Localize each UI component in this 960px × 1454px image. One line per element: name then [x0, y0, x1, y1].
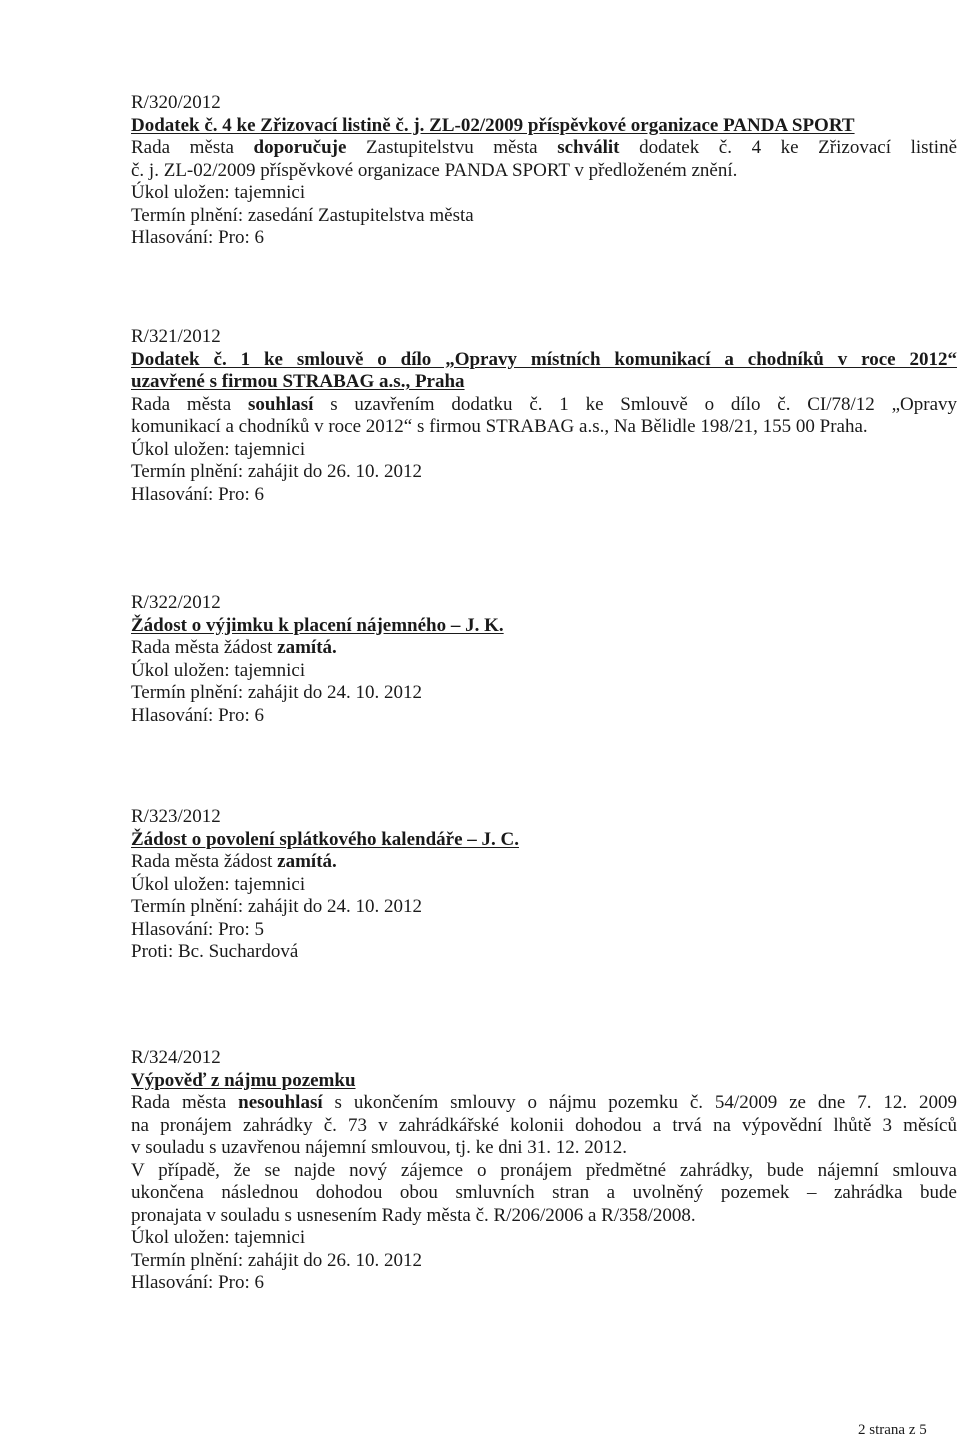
resolution-number: R/321/2012 [131, 326, 221, 347]
resolution-text-line: Rada města doporučuje Zastupitelstvu města schválit dodatek č. 4 ke Zřizovací listině [131, 137, 958, 158]
resolution-text-line: pronajata v souladu s usnesením Rady města č. R/206/2006 a R/358/2008. [131, 1204, 696, 1226]
resolution-text-line: ukončena následnou dohodou obou smluvních stran a uvolněný pozemek – zahrádka bude [131, 1182, 957, 1203]
resolution-text-line: Rada města žádost zamítá. [131, 851, 337, 872]
resolution-text-line: Rada města souhlasí s uzavřením dodatku č. 1 ke Smlouvě o dílo č. CI/78/12 „Opravy [131, 393, 958, 415]
resolution-title: Výpověď z nájmu pozemku [131, 1069, 356, 1091]
resolution-text-line: Rada města žádost zamítá. [131, 637, 337, 658]
resolution-r320 [131, 92, 957, 250]
resolution-title: Dodatek č. 1 ke smlouvě o dílo „Opravy místních komunikací a chodníků v roce 2012“ [131, 348, 957, 370]
task-assigned: Úkol uložen: tajemnici [131, 438, 306, 460]
resolution-title-line-2: uzavřené s firmou STRABAG a.s., Praha [131, 371, 465, 392]
resolution-r323 [131, 806, 957, 964]
deadline: Termín plnění: zasedání Zastupitelstva města [131, 204, 474, 226]
resolution-number: R/323/2012 [131, 806, 221, 827]
task-assigned: Úkol uložen: tajemnici [131, 873, 306, 895]
vote-result: Hlasování: Pro: 5 [131, 918, 264, 940]
resolution-title: Dodatek č. 4 ke Zřizovací listině č. j. ZL-02/2009 příspěvkové organizace PANDA SPORT [131, 114, 855, 136]
resolution-number: R/324/2012 [131, 1047, 221, 1068]
vote-result: Hlasování: Pro: 6 [131, 1272, 264, 1293]
deadline: Termín plnění: zahájit do 26. 10. 2012 [131, 461, 423, 482]
resolution-r322 [131, 592, 957, 727]
resolution-text-line: v souladu s uzavřenou nájemní smlouvou, tj. ke dni 31. 12. 2012. [131, 1137, 628, 1158]
resolution-number: R/322/2012 [131, 592, 221, 613]
resolution-text-line: na pronájem zahrádky č. 73 v zahrádkářské kolonii dohodou a trvá na výpovědní lhůtě 3 měsíců [131, 1114, 957, 1136]
resolution-text-line: Rada města nesouhlasí s ukončením smlouvy o nájmu pozemku č. 54/2009 ze dne 7. 12. 2009 [131, 1092, 957, 1113]
resolution-title: Žádost o povolení splátkového kalendáře – J. C. [131, 828, 519, 850]
resolution-title: Žádost o výjimku k placení nájemného – J. K. [131, 614, 504, 636]
vote-result: Hlasování: Pro: 6 [131, 227, 264, 248]
deadline: Termín plnění: zahájit do 24. 10. 2012 [131, 896, 423, 917]
resolution-text-line: V případě, že se najde nový zájemce o pronájem předmětné zahrádky, bude nájemní smlouva [131, 1159, 957, 1181]
task-assigned: Úkol uložen: tajemnici [131, 1227, 306, 1248]
resolution-number: R/320/2012 [131, 92, 221, 113]
task-assigned: Úkol uložen: tajemnici [131, 182, 306, 203]
vote-result: Hlasování: Pro: 6 [131, 704, 264, 726]
task-assigned: Úkol uložen: tajemnici [131, 659, 306, 681]
page-number: 2 strana z 5 [858, 1422, 927, 1438]
resolution-r321 [131, 326, 957, 506]
vote-against: Proti: Bc. Suchardová [131, 941, 299, 962]
vote-result: Hlasování: Pro: 6 [131, 483, 264, 505]
resolution-r324 [131, 1047, 957, 1295]
resolution-text-line: č. j. ZL-02/2009 příspěvkové organizace PANDA SPORT v předloženém znění. [131, 159, 738, 181]
deadline: Termín plnění: zahájit do 24. 10. 2012 [131, 682, 423, 703]
resolution-text-line: komunikací a chodníků v roce 2012“ s firmou STRABAG a.s., Na Bělidle 198/21, 155 00 Praha. [131, 416, 868, 437]
deadline: Termín plnění: zahájit do 26. 10. 2012 [131, 1249, 423, 1271]
